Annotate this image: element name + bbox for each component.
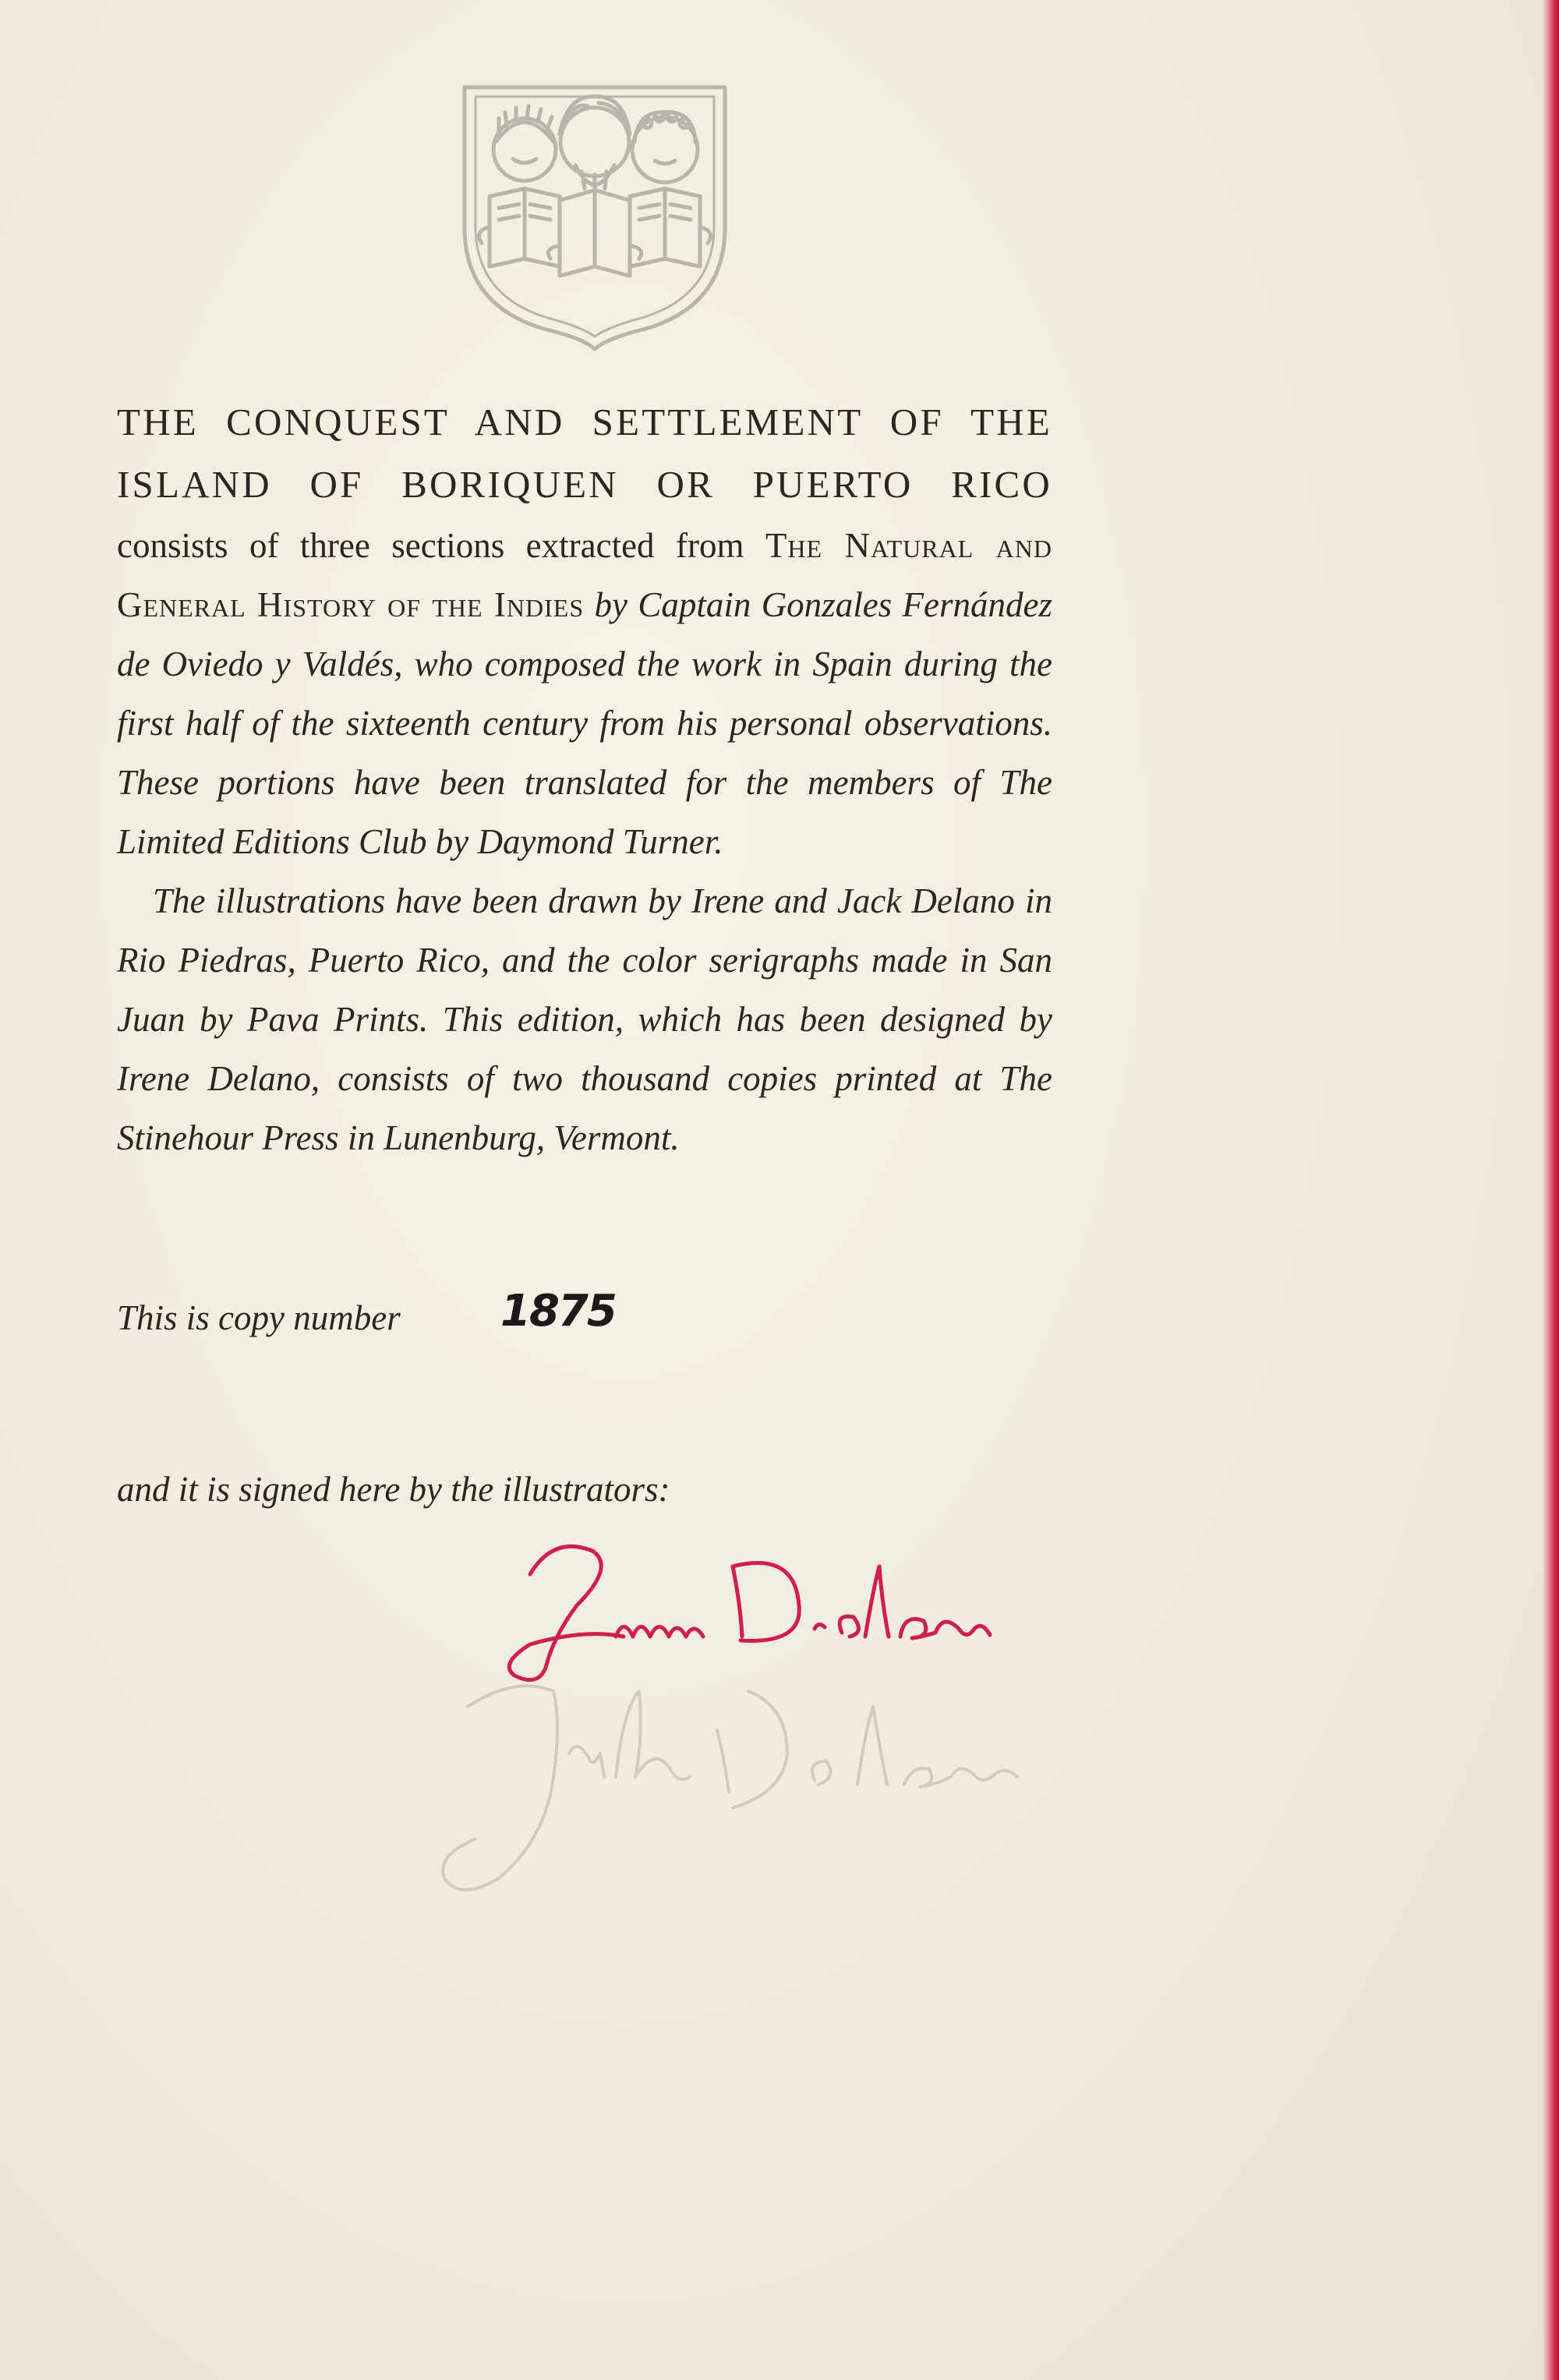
source-work-title: The Natural and General History of the Indies bbox=[117, 526, 1052, 624]
three-readers-shield-icon bbox=[451, 72, 739, 352]
book-title bbox=[117, 391, 1052, 516]
page-edge bbox=[1542, 0, 1559, 2380]
colophon-paragraph-1 bbox=[117, 516, 1052, 871]
signed-label: and it is signed here by the illustrators: bbox=[117, 1470, 670, 1509]
copy-number-label: This is copy number bbox=[117, 1298, 401, 1337]
paragraph-1-body: by Captain Gonzales Fernández de Oviedo y Valdés, who composed the work in Spain during the first half of the sixteenth century from his personal observations. These portions have been translated for the members of The Limited Editions Club by Daymond Turner. bbox=[117, 585, 1052, 861]
colophon-text bbox=[117, 391, 1052, 1167]
colophon-paragraph-2: The illustrations have been drawn by Irene and Jack Delano in Rio Piedras, Puerto Rico, and the color serigraphs made in San Juan by Pava Prints. This edition, which has been designed by Irene Delano, consists of two thousand copies printed at The Stinehour Press in Lunenburg, Vermont. bbox=[117, 881, 1052, 1157]
paragraph-1-intro: consists of three sections extracted from bbox=[117, 526, 765, 565]
book-title-line-1: THE CONQUEST AND SETTLEMENT OF THE bbox=[117, 401, 1052, 443]
copy-number-value: 1875 bbox=[500, 1286, 616, 1337]
book-title-line-2: ISLAND OF BORIQUEN OR PUERTO RICO bbox=[117, 463, 1052, 506]
signature-jack-delano bbox=[421, 1660, 1045, 1909]
